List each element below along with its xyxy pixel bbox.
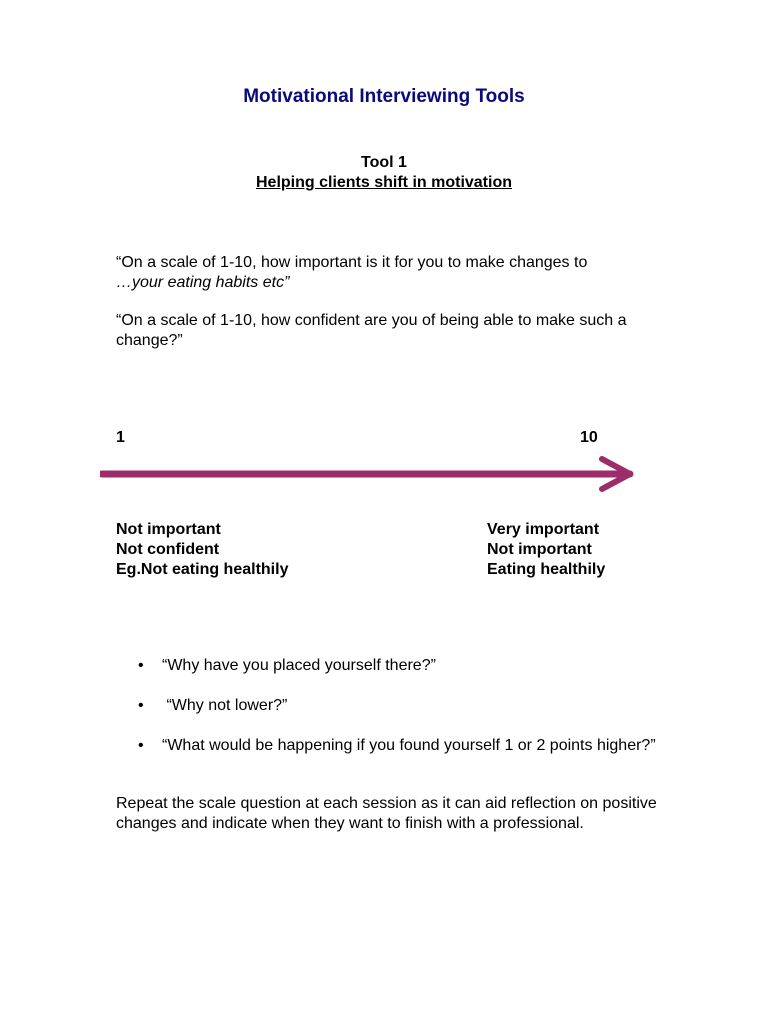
scale-max-label: 10	[580, 429, 598, 446]
bullet-icon: •	[138, 737, 144, 754]
importance-question	[116, 253, 676, 293]
list-item	[138, 656, 678, 676]
tool-subheading: Helping clients shift in motivation	[255, 174, 512, 191]
scale-arrow	[100, 455, 640, 493]
follow-up-question: “Why have you placed yourself there?”	[162, 657, 436, 674]
high-end-label: Not important	[487, 541, 592, 558]
follow-up-question: “What would be happening if you found yourself 1 or 2 points higher?”	[162, 737, 656, 754]
closing-note: Repeat the scale question at each session as it can aid reflection on positive changes and indicate when they want to finish with a professional.	[116, 795, 657, 832]
tool-heading: Tool 1	[361, 154, 407, 171]
bullet-icon: •	[138, 697, 144, 714]
follow-up-question: “Why not lower?”	[162, 697, 288, 714]
importance-question-example: …your eating habits etc”	[116, 274, 290, 291]
scale-low-end-labels	[116, 520, 288, 580]
scale-min-label: 1	[116, 429, 125, 446]
importance-question-text: “On a scale of 1-10, how important is it for you to make changes to	[116, 254, 588, 271]
high-end-label: Eating healthily	[487, 561, 606, 578]
page-title: Motivational Interviewing Tools	[243, 86, 525, 107]
scale-high-end-labels	[487, 520, 605, 580]
bullet-icon: •	[138, 657, 144, 674]
low-end-label: Not confident	[116, 541, 220, 558]
low-end-label: Eg.Not eating healthily	[116, 561, 289, 578]
list-item	[138, 696, 678, 716]
follow-up-questions-list	[138, 656, 678, 776]
high-end-label: Very important	[487, 521, 600, 538]
low-end-label: Not important	[116, 521, 221, 538]
confidence-question: “On a scale of 1-10, how confident are you of being able to make such a change?”	[116, 312, 627, 349]
list-item	[138, 736, 678, 756]
